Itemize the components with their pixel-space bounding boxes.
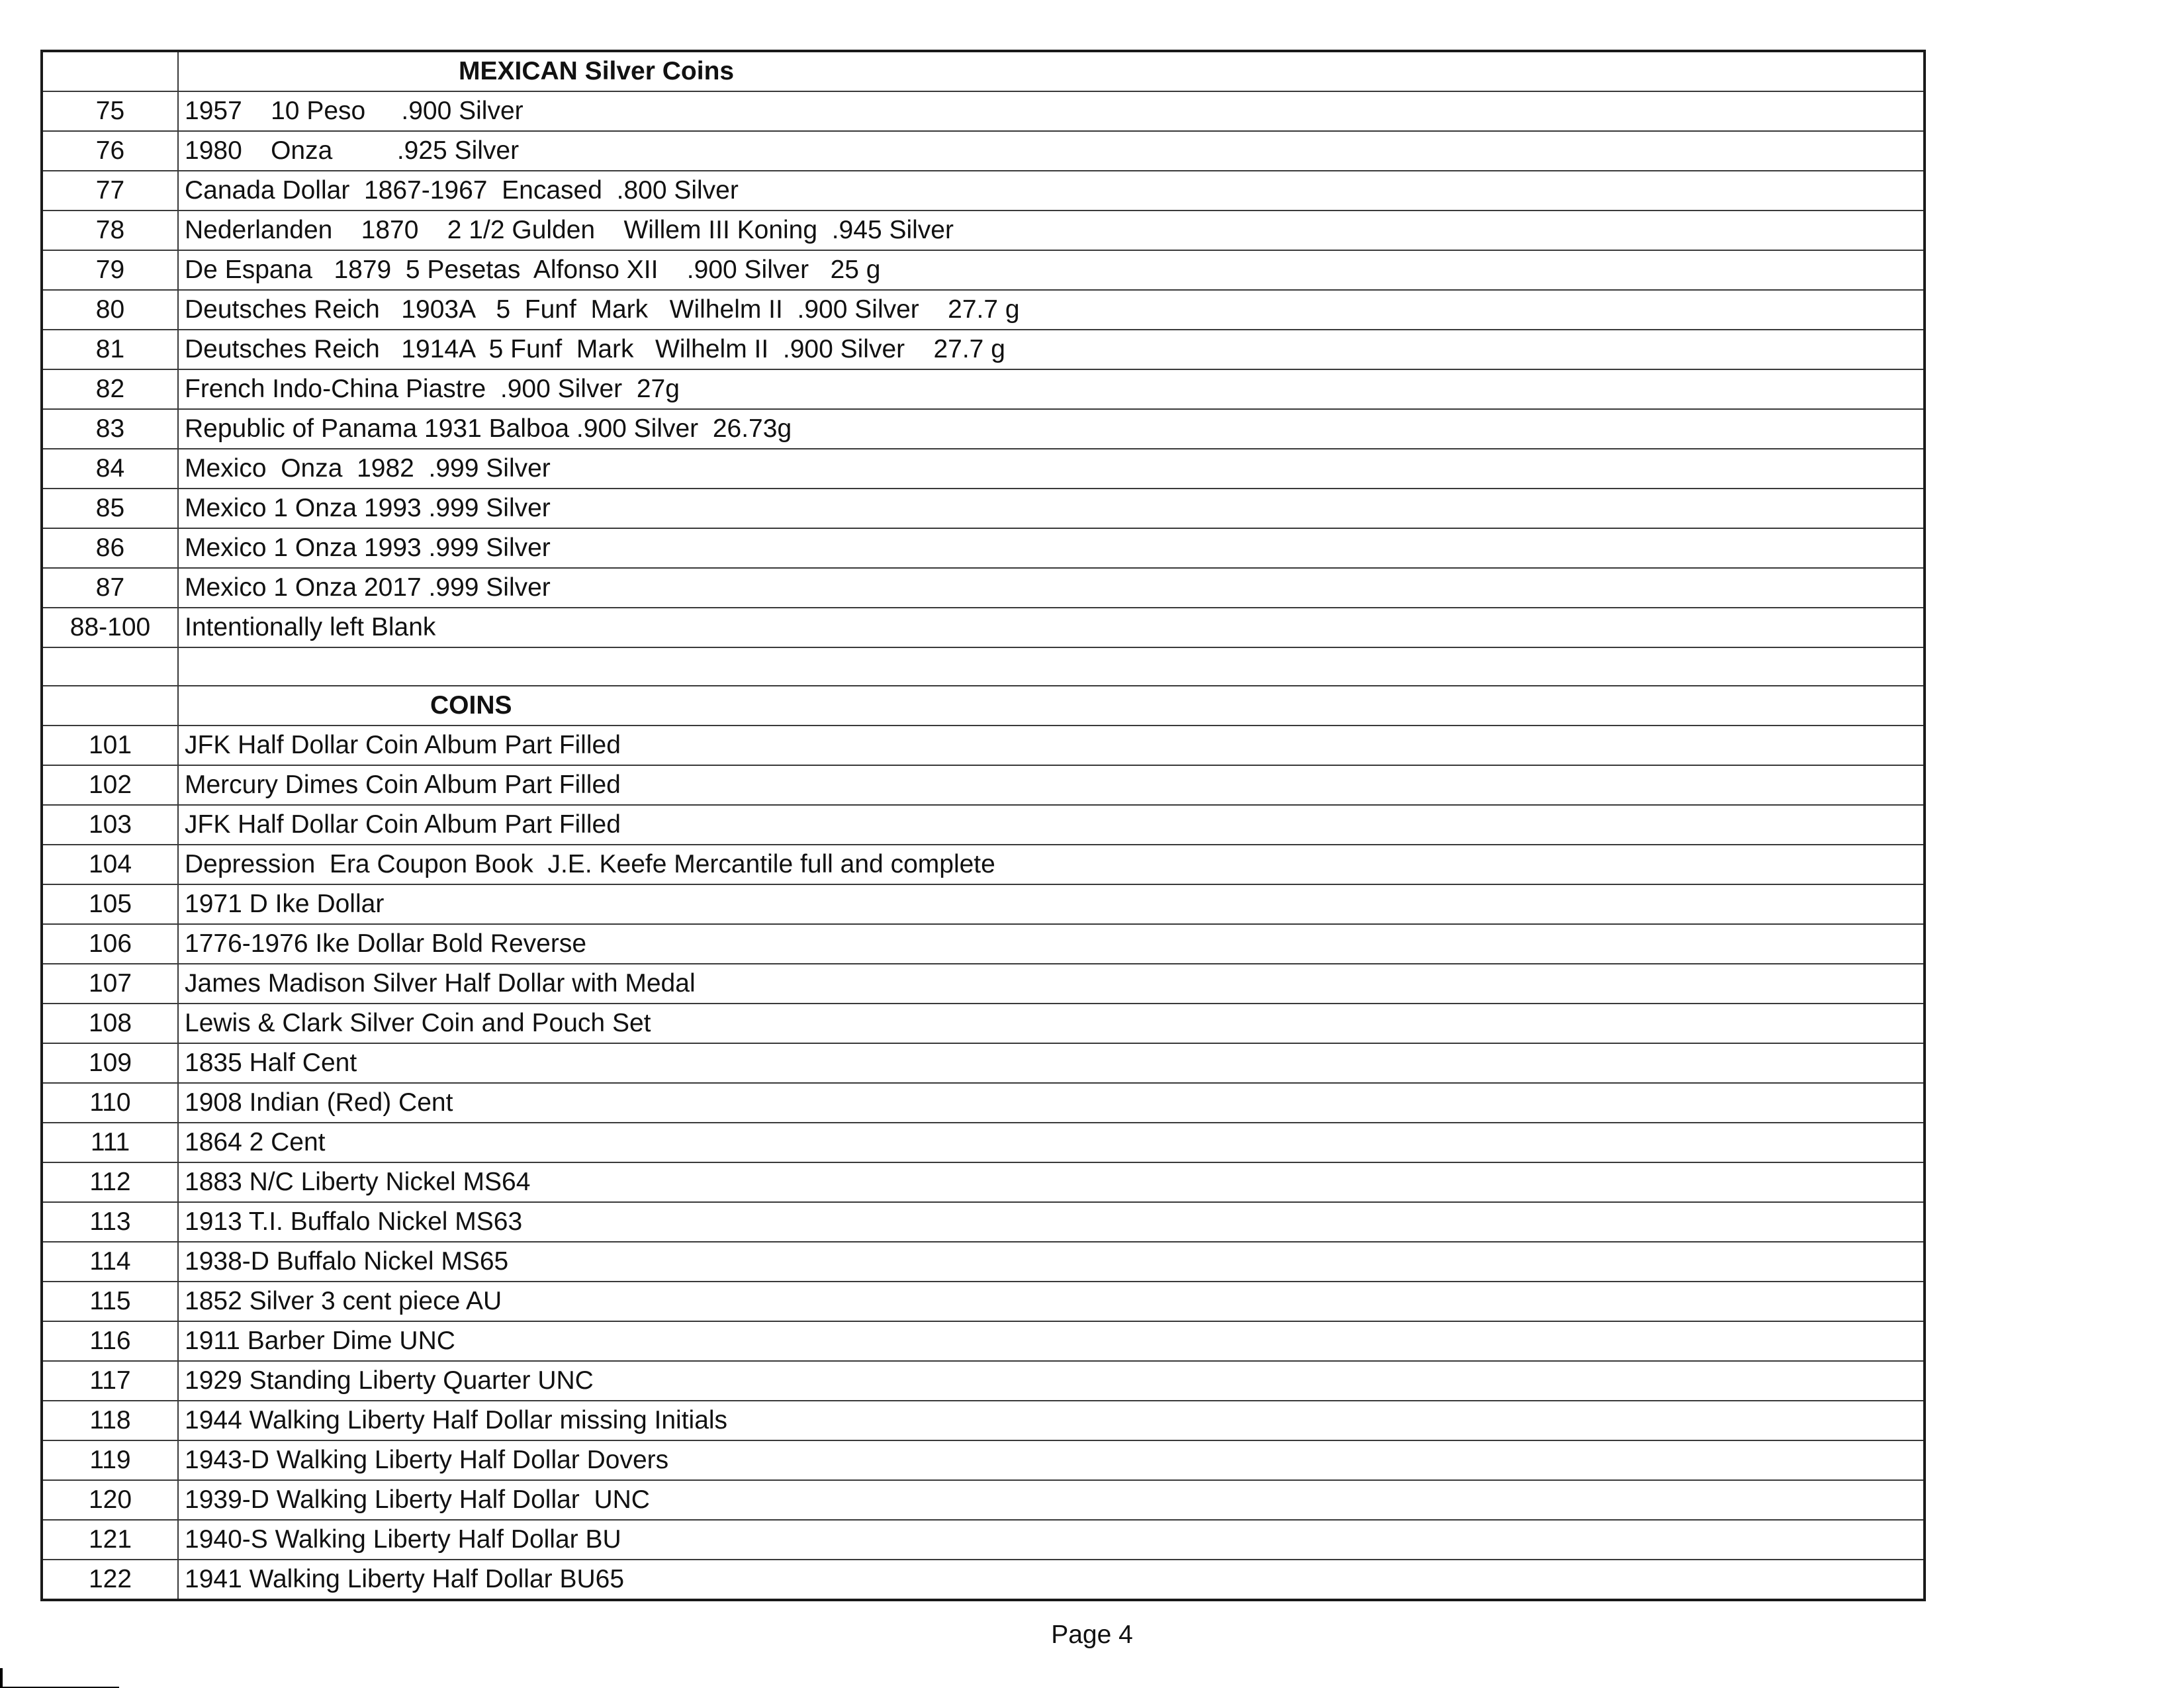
table-row [42,924,1925,964]
lot-number: 110 [42,1083,178,1123]
lot-number: 87 [42,568,178,608]
lot-description: 1957 10 Peso .900 Silver [178,91,1925,131]
lot-description: Lewis & Clark Silver Coin and Pouch Set [178,1004,1925,1043]
lot-number: 77 [42,171,178,211]
lot-number: 102 [42,765,178,805]
lot-number: 80 [42,290,178,330]
lot-number: 76 [42,131,178,171]
section-heading-row [42,686,1925,726]
lot-description: Depression Era Coupon Book J.E. Keefe Mercantile full and complete [178,845,1925,884]
lot-description: Mexico 1 Onza 1993 .999 Silver [178,489,1925,528]
lot-number: 108 [42,1004,178,1043]
lot-number [42,647,178,686]
lot-number: 118 [42,1401,178,1440]
lot-number: 88-100 [42,608,178,647]
lot-number: 82 [42,369,178,409]
table-row [42,845,1925,884]
lot-number: 81 [42,330,178,369]
lot-number: 122 [42,1560,178,1600]
blank-row [42,647,1925,686]
table-row [42,1282,1925,1321]
lot-number: 86 [42,528,178,568]
table-row [42,805,1925,845]
lot-number: 107 [42,964,178,1004]
table-row [42,1440,1925,1480]
table-row [42,726,1925,765]
lot-description: 1864 2 Cent [178,1123,1925,1162]
table-row [42,884,1925,924]
table-row [42,131,1925,171]
lot-number: 101 [42,726,178,765]
lot-description: Mexico 1 Onza 2017 .999 Silver [178,568,1925,608]
lot-number: 115 [42,1282,178,1321]
lot-number: 116 [42,1321,178,1361]
lot-description: 1971 D Ike Dollar [178,884,1925,924]
lot-number: 109 [42,1043,178,1083]
lot-description: JFK Half Dollar Coin Album Part Filled [178,805,1925,845]
table-row [42,409,1925,449]
table-row [42,1202,1925,1242]
lot-number: 83 [42,409,178,449]
lot-number: 79 [42,250,178,290]
table-row [42,1083,1925,1123]
lot-number: 75 [42,91,178,131]
table-row [42,1560,1925,1600]
lot-number: 119 [42,1440,178,1480]
table-row [42,765,1925,805]
lot-description: Intentionally left Blank [178,608,1925,647]
lot-description: 1908 Indian (Red) Cent [178,1083,1925,1123]
table-row [42,211,1925,250]
lot-description: 1929 Standing Liberty Quarter UNC [178,1361,1925,1401]
section-heading-coins: COINS [178,686,1925,726]
lot-description: Republic of Panama 1931 Balboa .900 Silver 26.73g [178,409,1925,449]
lot-description: 1776-1976 Ike Dollar Bold Reverse [178,924,1925,964]
lot-description: Deutsches Reich 1903A 5 Funf Mark Wilhelm II .900 Silver 27.7 g [178,290,1925,330]
table-row [42,1162,1925,1202]
lot-description: 1944 Walking Liberty Half Dollar missing Initials [178,1401,1925,1440]
lot-description: 1911 Barber Dime UNC [178,1321,1925,1361]
lot-description: 1943-D Walking Liberty Half Dollar Dovers [178,1440,1925,1480]
section-heading-lot-cell [42,686,178,726]
page-number: Page 4 [1051,1620,1133,1649]
lot-description: 1941 Walking Liberty Half Dollar BU65 [178,1560,1925,1600]
lot-description: James Madison Silver Half Dollar with Medal [178,964,1925,1004]
table-row [42,91,1925,131]
table-row [42,568,1925,608]
lot-number: 114 [42,1242,178,1282]
table-row [42,1520,1925,1560]
lot-table [40,50,1926,1601]
table-row [42,1043,1925,1083]
section-heading-mexican-silver-coins: MEXICAN Silver Coins [178,51,1925,91]
lot-description: 1938-D Buffalo Nickel MS65 [178,1242,1925,1282]
scan-edge-left [0,1668,3,1688]
table-row [42,489,1925,528]
lot-number: 106 [42,924,178,964]
lot-description: 1835 Half Cent [178,1043,1925,1083]
lot-description: 1883 N/C Liberty Nickel MS64 [178,1162,1925,1202]
table-row [42,1361,1925,1401]
lot-description: 1940-S Walking Liberty Half Dollar BU [178,1520,1925,1560]
table-row [42,1004,1925,1043]
lot-description: French Indo-China Piastre .900 Silver 27g [178,369,1925,409]
lot-table-body [42,51,1925,1600]
lot-number: 120 [42,1480,178,1520]
lot-description: Mexico 1 Onza 1993 .999 Silver [178,528,1925,568]
table-row [42,449,1925,489]
lot-description: De Espana 1879 5 Pesetas Alfonso XII .900 Silver 25 g [178,250,1925,290]
section-heading-lot-cell [42,51,178,91]
table-row [42,1401,1925,1440]
lot-description: 1852 Silver 3 cent piece AU [178,1282,1925,1321]
table-row [42,608,1925,647]
table-row [42,250,1925,290]
lot-number: 111 [42,1123,178,1162]
table-row [42,528,1925,568]
lot-number: 103 [42,805,178,845]
lot-number: 112 [42,1162,178,1202]
table-row [42,171,1925,211]
lot-number: 121 [42,1520,178,1560]
lot-description [178,647,1925,686]
table-row [42,369,1925,409]
lot-description: 1939-D Walking Liberty Half Dollar UNC [178,1480,1925,1520]
lot-description: Mercury Dimes Coin Album Part Filled [178,765,1925,805]
lot-description: JFK Half Dollar Coin Album Part Filled [178,726,1925,765]
table-row [42,1321,1925,1361]
lot-number: 78 [42,211,178,250]
table-row [42,290,1925,330]
lot-description: Nederlanden 1870 2 1/2 Gulden Willem III Koning .945 Silver [178,211,1925,250]
lot-description: 1913 T.I. Buffalo Nickel MS63 [178,1202,1925,1242]
lot-number: 105 [42,884,178,924]
table-row [42,964,1925,1004]
section-heading-row [42,51,1925,91]
lot-number: 84 [42,449,178,489]
lot-number: 117 [42,1361,178,1401]
lot-description: Mexico Onza 1982 .999 Silver [178,449,1925,489]
table-row [42,1480,1925,1520]
lot-description: 1980 Onza .925 Silver [178,131,1925,171]
table-row [42,330,1925,369]
lot-number: 104 [42,845,178,884]
lot-number: 113 [42,1202,178,1242]
table-row [42,1123,1925,1162]
lot-description: Deutsches Reich 1914A 5 Funf Mark Wilhelm II .900 Silver 27.7 g [178,330,1925,369]
lot-description: Canada Dollar 1867-1967 Encased .800 Silver [178,171,1925,211]
lot-number: 85 [42,489,178,528]
table-row [42,1242,1925,1282]
